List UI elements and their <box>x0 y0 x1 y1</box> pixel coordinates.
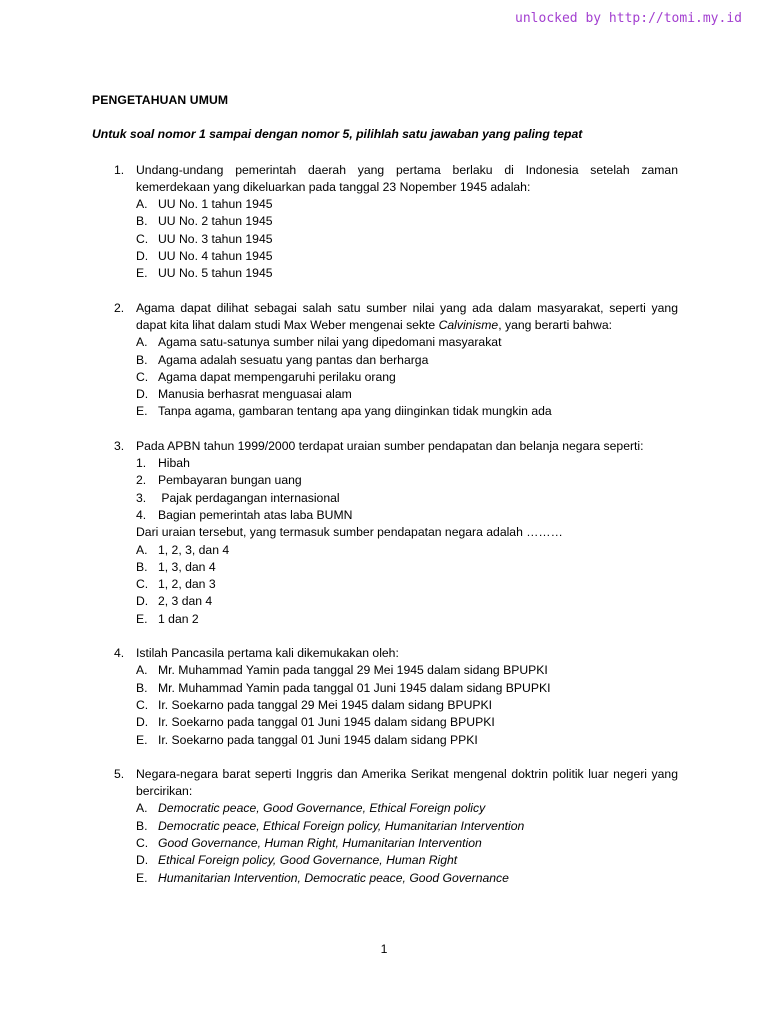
option-d: D. Ethical Foreign policy, Good Governance, Human Right <box>136 853 458 868</box>
italic-term: Calvinisme <box>438 317 499 332</box>
question-text: Pada APBN tahun 1999/2000 terdapat uraian sumber pendapatan dan belanja negara seperti: <box>136 438 644 453</box>
option-b: B. Agama adalah sesuatu yang pantas dan berharga <box>136 352 429 367</box>
question-3 <box>92 438 678 628</box>
option-c: C. 1, 2, dan 3 <box>136 577 216 592</box>
followup-text: Dari uraian tersebut, yang termasuk sumber pendapatan negara adalah ……… <box>136 525 563 540</box>
option-e: E. 1 dan 2 <box>136 611 199 626</box>
list-item: 2. Pembayaran bungan uang <box>136 473 302 488</box>
page-number: 1 <box>380 942 388 956</box>
question-number: 5. <box>114 766 125 781</box>
question-number: 3. <box>114 438 125 453</box>
option-e: E. Ir. Soekarno pada tanggal 01 Juni 1945 dalam sidang PPKI <box>136 732 478 747</box>
list-item: 1. Hibah <box>136 456 190 471</box>
option-c: C. UU No. 3 tahun 1945 <box>136 231 273 246</box>
list-item: 3. Pajak perdagangan internasional <box>136 490 340 505</box>
question-text: Negara-negara barat seperti Inggris dan Amerika Serikat mengenal doktrin politik luar negeri yang bercirikan: <box>136 766 678 799</box>
option-d: D. Manusia berhasrat menguasai alam <box>136 387 352 402</box>
option-d: D. Ir. Soekarno pada tanggal 01 Juni 1945 dalam sidang BPUPKI <box>136 715 495 730</box>
question-1 <box>92 162 678 283</box>
option-a: A. 1, 2, 3, dan 4 <box>136 542 230 557</box>
question-2 <box>92 300 678 421</box>
option-a: A. Democratic peace, Good Governance, Ethical Foreign policy <box>136 801 486 816</box>
question-text: Undang-undang pemerintah daerah yang pertama berlaku di Indonesia setelah zaman kemerdekaan yang dikeluarkan pada tanggal 23 Nopember 1945 adalah: <box>136 162 678 194</box>
option-e: E. Humanitarian Intervention, Democratic peace, Good Governance <box>136 870 509 885</box>
option-d: D. 2, 3 dan 4 <box>136 594 213 609</box>
question-number: 1. <box>114 162 125 177</box>
option-b: B. Mr. Muhammad Yamin pada tanggal 01 Juni 1945 dalam sidang BPUPKI <box>136 680 551 695</box>
question-5 <box>92 766 678 887</box>
instruction-text: Untuk soal nomor 1 sampai dengan nomor 5, pilihlah satu jawaban yang paling tepat <box>92 127 583 142</box>
option-c: C. Ir. Soekarno pada tanggal 29 Mei 1945 dalam sidang BPUPKI <box>136 697 493 712</box>
question-4 <box>92 645 678 749</box>
option-d: D. UU No. 4 tahun 1945 <box>136 249 273 264</box>
question-text: Agama dapat dilihat sebagai salah satu sumber nilai yang ada dalam masyarakat, seperti yang dapat kita lihat dalam studi Max Weber mengenai sekte Calvinisme, yang berarti bahwa: <box>136 300 678 332</box>
option-a: A. Agama satu-satunya sumber nilai yang dipedomani masyarakat <box>136 335 502 350</box>
option-a: A. Mr. Muhammad Yamin pada tanggal 29 Mei 1945 dalam sidang BPUPKI <box>136 663 548 678</box>
watermark-link[interactable]: unlocked by http://tomi.my.id <box>515 11 742 26</box>
document-page <box>92 92 678 904</box>
option-b: B. UU No. 2 tahun 1945 <box>136 214 273 229</box>
question-number: 4. <box>114 646 125 661</box>
option-b: B. Democratic peace, Ethical Foreign policy, Humanitarian Intervention <box>136 818 525 833</box>
option-e: E. Tanpa agama, gambaran tentang apa yang diinginkan tidak mungkin ada <box>136 404 552 419</box>
option-e: E. UU No. 5 tahun 1945 <box>136 266 273 281</box>
list-item: 4. Bagian pemerintah atas laba BUMN <box>136 507 353 522</box>
question-text: Istilah Pancasila pertama kali dikemukakan oleh: <box>136 646 399 661</box>
document-title: PENGETAHUAN UMUM <box>92 93 229 107</box>
option-b: B. 1, 3, dan 4 <box>136 559 216 574</box>
option-c: C. Good Governance, Human Right, Humanitarian Intervention <box>136 835 482 850</box>
option-a: A. UU No. 1 tahun 1945 <box>136 197 273 212</box>
option-c: C. Agama dapat mempengaruhi perilaku orang <box>136 369 396 384</box>
question-number: 2. <box>114 300 125 315</box>
